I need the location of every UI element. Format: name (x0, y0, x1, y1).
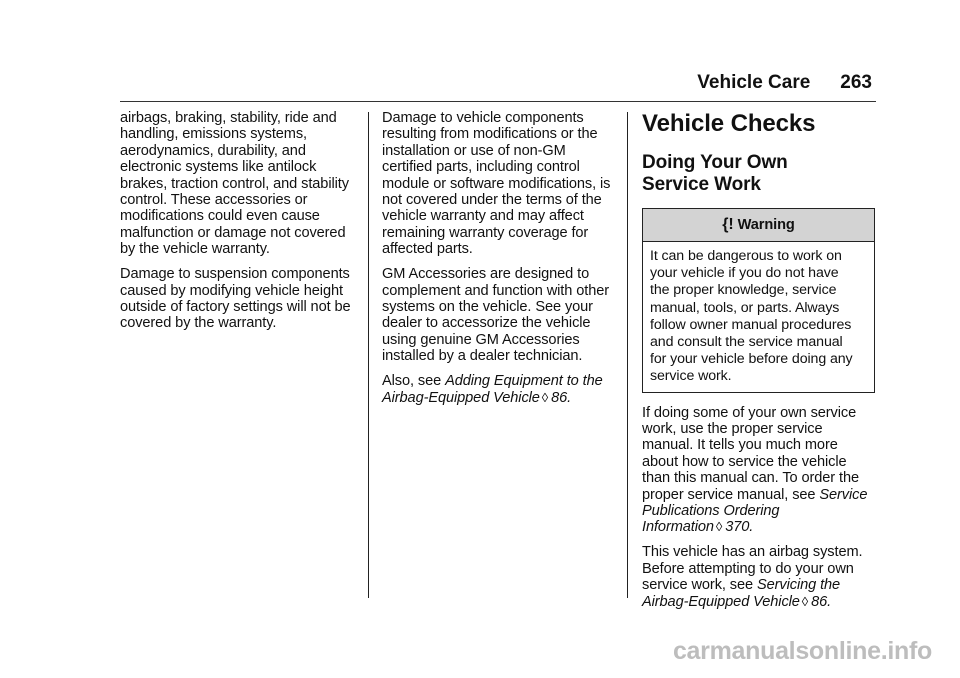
page-ref-number[interactable]: 86 (551, 389, 568, 406)
page-ref-icon: ◊ (715, 519, 723, 535)
text-line (642, 487, 876, 503)
text-line: Damage to suspension components (120, 266, 350, 283)
punctuation: . (749, 519, 754, 536)
subsection-heading (642, 152, 876, 196)
page-ref-number[interactable]: 86 (811, 593, 828, 610)
text-line: work, use the proper service (642, 421, 823, 438)
cross-reference-link[interactable]: Airbag-Equipped Vehicle (642, 593, 800, 610)
warning-header (643, 209, 874, 242)
text-line: affected parts. (382, 241, 473, 258)
col2-paragraph-2 (382, 266, 612, 364)
column-3 (642, 110, 876, 619)
watermark: carmanualsonline.info (672, 637, 932, 665)
text-line: It can be dangerous to work on (650, 248, 842, 264)
page-ref-icon: ◊ (801, 593, 809, 609)
text-line: for your vehicle before doing any (650, 351, 853, 368)
section-heading: Vehicle Checks (642, 110, 816, 137)
text-line: Damage to vehicle components (382, 110, 584, 126)
text-line (382, 373, 612, 389)
text-line: than this manual can. To order the (642, 470, 859, 487)
text-line: vehicle warranty and may affect (382, 208, 584, 225)
text-line: the proper knowledge, service (650, 282, 837, 299)
cross-reference-link[interactable]: Servicing the (757, 577, 841, 594)
cross-reference-link[interactable]: Information (642, 519, 714, 536)
text-line: installation or use of non-GM (382, 142, 566, 159)
col1-paragraph-1 (120, 110, 356, 258)
page-ref-icon: ◊ (541, 389, 549, 405)
heading-line: Service Work (642, 174, 761, 195)
text-line: your vehicle if you do not have (650, 265, 839, 282)
text-run: Also, see (382, 373, 446, 390)
text-line (642, 577, 876, 593)
text-line: brakes, traction control, and stability (120, 175, 349, 192)
text-line: outside of factory settings will not be (120, 298, 351, 315)
heading-line: Doing Your Own (642, 152, 788, 173)
text-run: proper service manual, see (642, 486, 820, 503)
text-line: manual, tools, or parts. Always (650, 299, 840, 316)
cross-reference-link[interactable]: Airbag-Equipped Vehicle (382, 389, 540, 406)
text-line: electronic systems like antilock (120, 159, 317, 176)
text-line (382, 390, 612, 406)
text-line: GM Accessories are designed to (382, 266, 590, 283)
text-line: module or software modifications, is (382, 175, 611, 192)
col2-paragraph-1 (382, 110, 612, 258)
column-2 (382, 110, 612, 414)
text-line: manual. It tells you much more (642, 437, 838, 454)
text-line: follow owner manual procedures (650, 316, 852, 333)
text-line: This vehicle has an airbag system. (642, 544, 863, 561)
col2-paragraph-3 (382, 373, 612, 406)
text-line: certified parts, including control (382, 159, 580, 176)
page-header (697, 72, 872, 94)
col3-paragraph-2 (642, 544, 876, 610)
header-rule (120, 101, 876, 102)
col3-paragraph-1 (642, 405, 876, 536)
section-title: Vehicle Care (697, 72, 811, 93)
text-line: complement and function with other (382, 282, 609, 299)
warning-icon: {! (722, 215, 734, 233)
text-line: remaining warranty coverage for (382, 224, 589, 241)
punctuation: . (827, 593, 832, 610)
column-divider-1 (368, 112, 369, 598)
text-line: not covered under the terms of the (382, 192, 602, 209)
text-line: covered by the warranty. (120, 315, 277, 332)
text-line: Before attempting to do your own (642, 560, 854, 577)
text-line (642, 594, 876, 610)
text-line: about how to service the vehicle (642, 453, 847, 470)
text-line: aerodynamics, durability, and (120, 142, 306, 159)
text-line: installed by a dealer technician. (382, 348, 583, 365)
text-line (642, 519, 876, 535)
warning-body (643, 242, 874, 392)
column-divider-2 (627, 112, 628, 598)
page-ref-number[interactable]: 370 (725, 519, 750, 536)
text-line: service work. (650, 368, 732, 385)
text-line: using genuine GM Accessories (382, 331, 580, 348)
cross-reference-link[interactable]: Publications Ordering (642, 503, 780, 520)
cross-reference-link[interactable]: Adding Equipment to the (445, 373, 603, 390)
text-line: airbags, braking, stability, ride and (120, 110, 337, 126)
text-line: caused by modifying vehicle height (120, 282, 343, 299)
text-line: dealer to accessorize the vehicle (382, 315, 591, 332)
col1-paragraph-2 (120, 266, 356, 332)
cross-reference-link[interactable]: Service (819, 486, 868, 503)
text-line: modifications could even cause (120, 208, 320, 225)
text-line: systems on the vehicle. See your (382, 298, 593, 315)
page-number: 263 (840, 72, 872, 93)
text-line: by the vehicle warranty. (120, 241, 270, 258)
warning-title: Warning (737, 216, 795, 233)
text-run: service work, see (642, 577, 757, 594)
warning-box (642, 208, 875, 393)
text-line: malfunction or damage not covered (120, 224, 346, 241)
text-line: handling, emissions systems, (120, 126, 307, 143)
column-1 (120, 110, 356, 340)
text-line: and consult the service manual (650, 334, 843, 351)
text-line: control. These accessories or (120, 192, 308, 209)
text-line: If doing some of your own service (642, 404, 857, 421)
punctuation: . (567, 389, 572, 406)
text-line: resulting from modifications or the (382, 126, 598, 143)
